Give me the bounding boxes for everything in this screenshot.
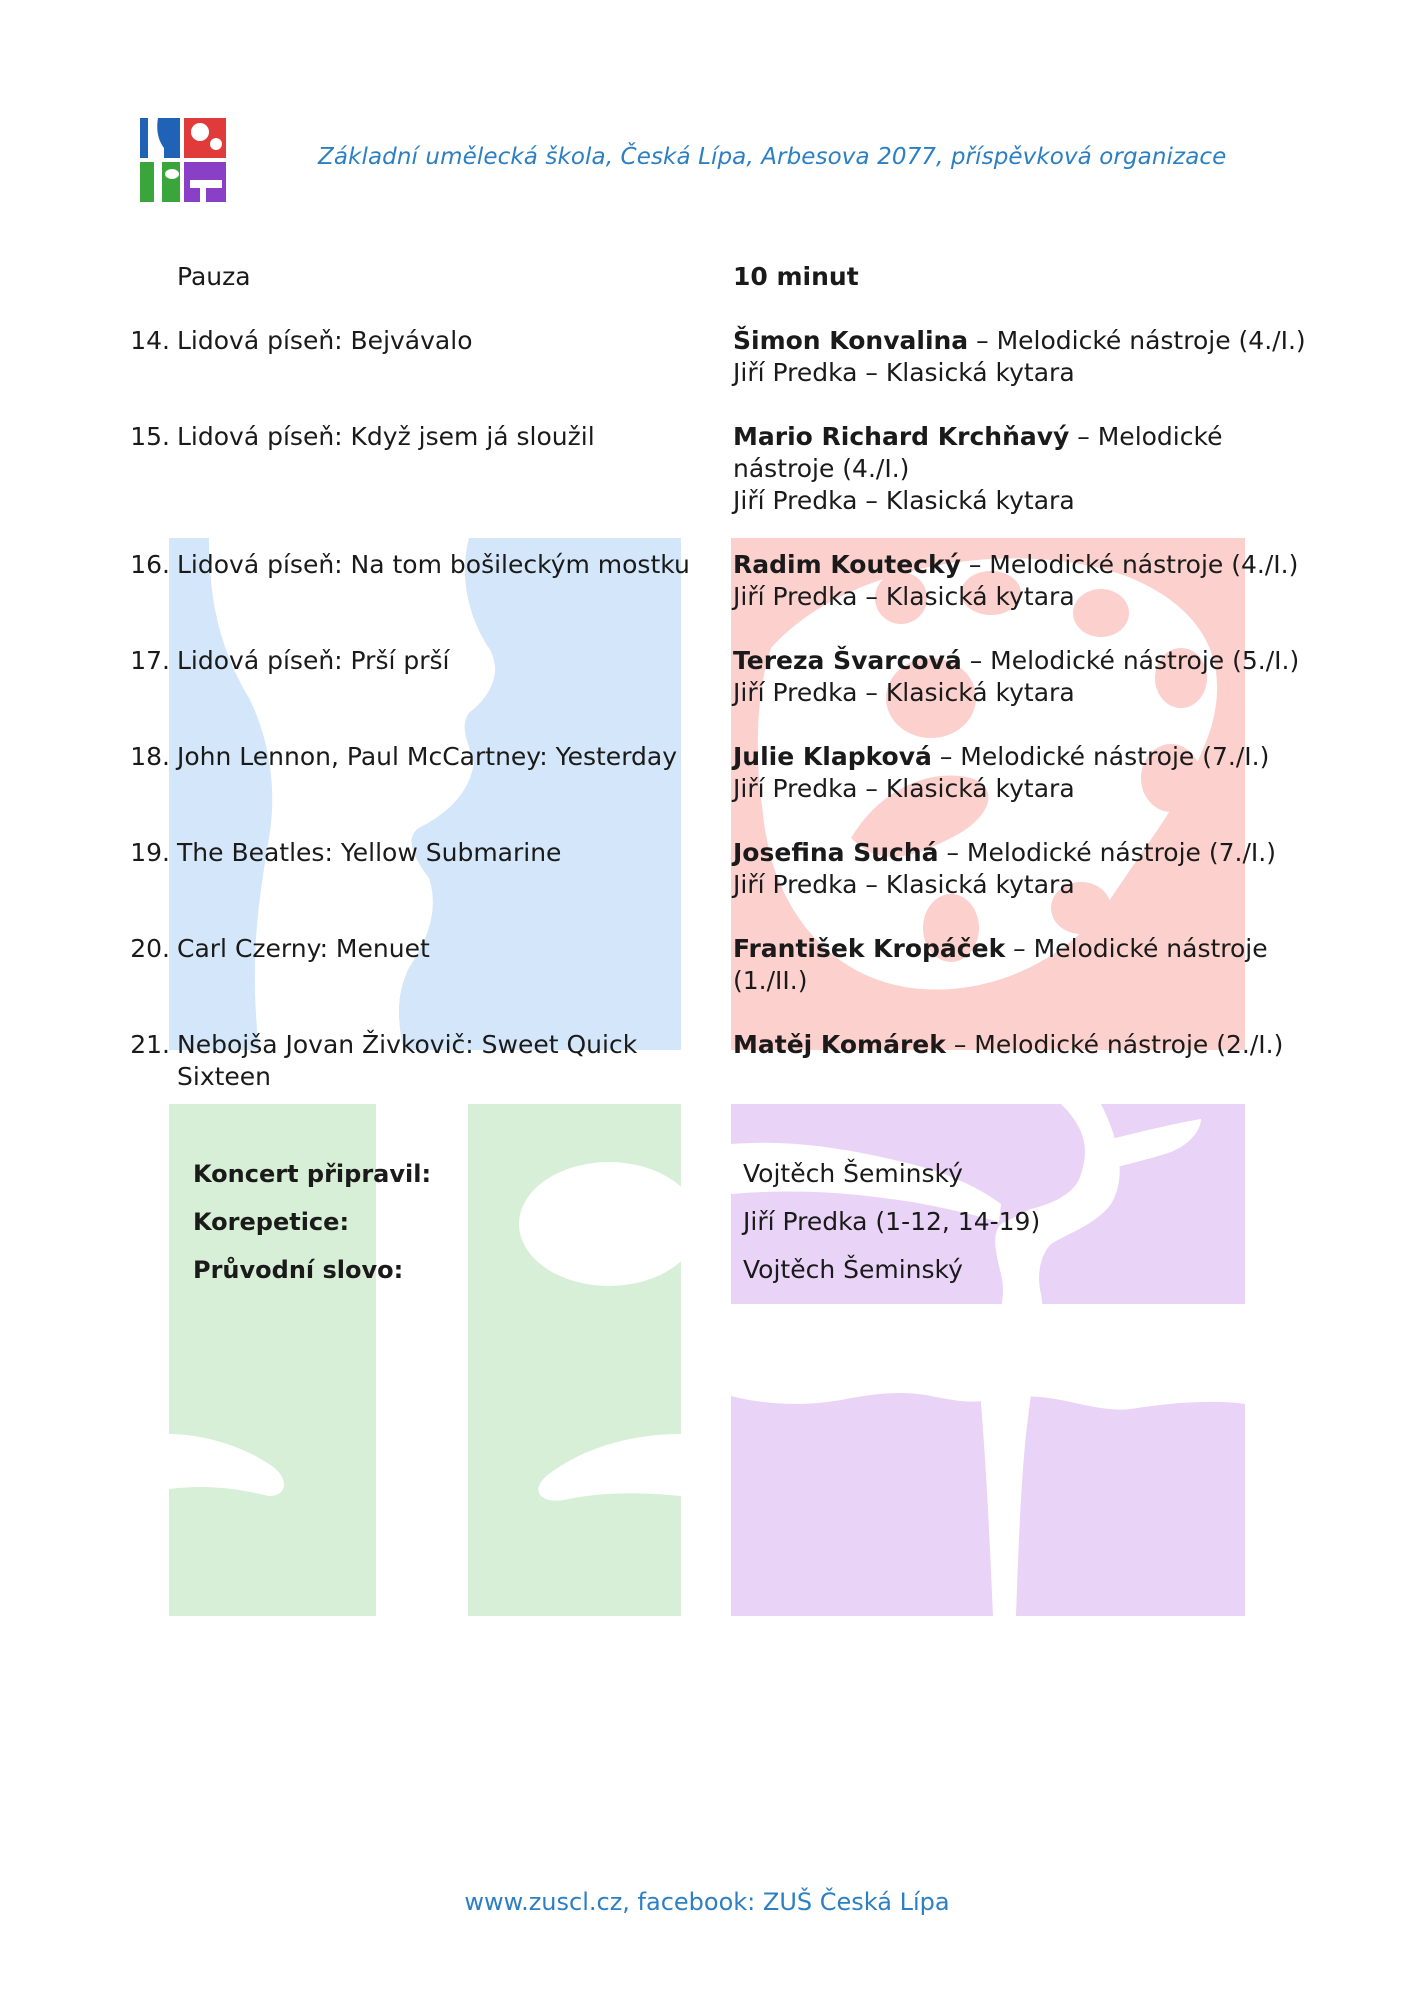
item-number: 21. — [130, 1030, 170, 1059]
performer-role: – Melodické — [1069, 422, 1223, 451]
piece-title: The Beatles: Yellow Submarine — [177, 838, 562, 867]
school-name-header: Základní umělecká škola, Česká Lípa, Arbesova 2077, příspěvková organizace — [318, 144, 1227, 170]
pause-label: Pauza — [177, 262, 251, 291]
piece-title: Lidová píseň: Prší prší — [177, 646, 450, 675]
item-number: 19. — [130, 838, 170, 867]
credit-value: Vojtěch Šeminský — [743, 1159, 963, 1188]
performer-name: Šimon Konvalina — [733, 326, 969, 355]
performer-name: Matěj Komárek — [733, 1030, 946, 1059]
performer-name: Mario Richard Krchňavý — [733, 422, 1070, 451]
credit-value: Vojtěch Šeminský — [743, 1255, 963, 1284]
piece-title-continued: Sixteen — [177, 1062, 272, 1091]
item-number: 18. — [130, 742, 170, 771]
performer-block — [733, 549, 1299, 613]
performer-name: Josefina Suchá — [733, 838, 939, 867]
performer-role: – Melodické nástroje (7./I.) — [938, 838, 1276, 867]
background-music-panel — [169, 538, 681, 1050]
accompanist: Jiří Predka – Klasická kytara — [733, 582, 1075, 611]
performer-role: – Melodické nástroje (4./I.) — [960, 550, 1299, 579]
piece-title: Lidová píseň: Na tom bošileckým mostku — [177, 550, 690, 579]
performer-role: – Melodické nástroje (5./I.) — [961, 646, 1300, 675]
credit-label: Korepetice: — [193, 1208, 350, 1236]
performer-name: Julie Klapková — [733, 742, 932, 771]
performer-block — [733, 421, 1293, 517]
performer-role: – Melodické nástroje (2./I.) — [945, 1030, 1284, 1059]
performer-block — [733, 933, 1293, 997]
performer-block — [733, 325, 1306, 389]
credit-label: Průvodní slovo: — [193, 1256, 404, 1284]
accompanist: Jiří Predka – Klasická kytara — [733, 774, 1075, 803]
performer-name: František Kropáček — [733, 934, 1006, 963]
item-number: 16. — [130, 550, 170, 579]
footer-links: www.zuscl.cz, facebook: ZUŠ Česká Lípa — [464, 1888, 950, 1916]
performer-block — [733, 837, 1293, 901]
item-number: 14. — [130, 326, 170, 355]
performer-block — [733, 645, 1300, 709]
performer-role: – Melodické nástroje (7./I.) — [931, 742, 1270, 771]
item-number: 20. — [130, 934, 170, 963]
piece-title: Lidová píseň: Bejvávalo — [177, 326, 473, 355]
performer-block — [733, 741, 1293, 805]
performer-role-continued: (1./II.) — [733, 966, 808, 995]
accompanist: Jiří Predka – Klasická kytara — [733, 358, 1075, 387]
performer-name: Radim Koutecký — [733, 550, 961, 579]
pause-duration: 10 minut — [733, 262, 859, 291]
accompanist: Jiří Predka – Klasická kytara — [733, 486, 1075, 515]
piece-title: Lidová píseň: Když jsem já sloužil — [177, 422, 595, 451]
performer-role: – Melodické nástroje — [1005, 934, 1268, 963]
performer-name: Tereza Švarcová — [733, 646, 962, 675]
credit-value: Jiří Predka (1-12, 14-19) — [743, 1207, 1041, 1236]
piece-title: John Lennon, Paul McCartney: Yesterday — [177, 742, 678, 771]
piece-title-block — [177, 1029, 707, 1093]
credit-label: Koncert připravil: — [193, 1160, 432, 1188]
performer-block — [733, 1029, 1293, 1061]
performer-role-continued: nástroje (4./I.) — [733, 454, 910, 483]
performer-role: – Melodické nástroje (4./I.) — [968, 326, 1306, 355]
item-number: 15. — [130, 422, 170, 451]
musician-silhouette — [169, 538, 681, 1050]
accompanist: Jiří Predka – Klasická kytara — [733, 678, 1075, 707]
item-number: 17. — [130, 646, 170, 675]
school-logo — [140, 118, 226, 202]
accompanist: Jiří Predka – Klasická kytara — [733, 870, 1075, 899]
piece-title: Nebojša Jovan Živkovič: Sweet Quick — [177, 1030, 638, 1059]
piece-title: Carl Czerny: Menuet — [177, 934, 430, 963]
